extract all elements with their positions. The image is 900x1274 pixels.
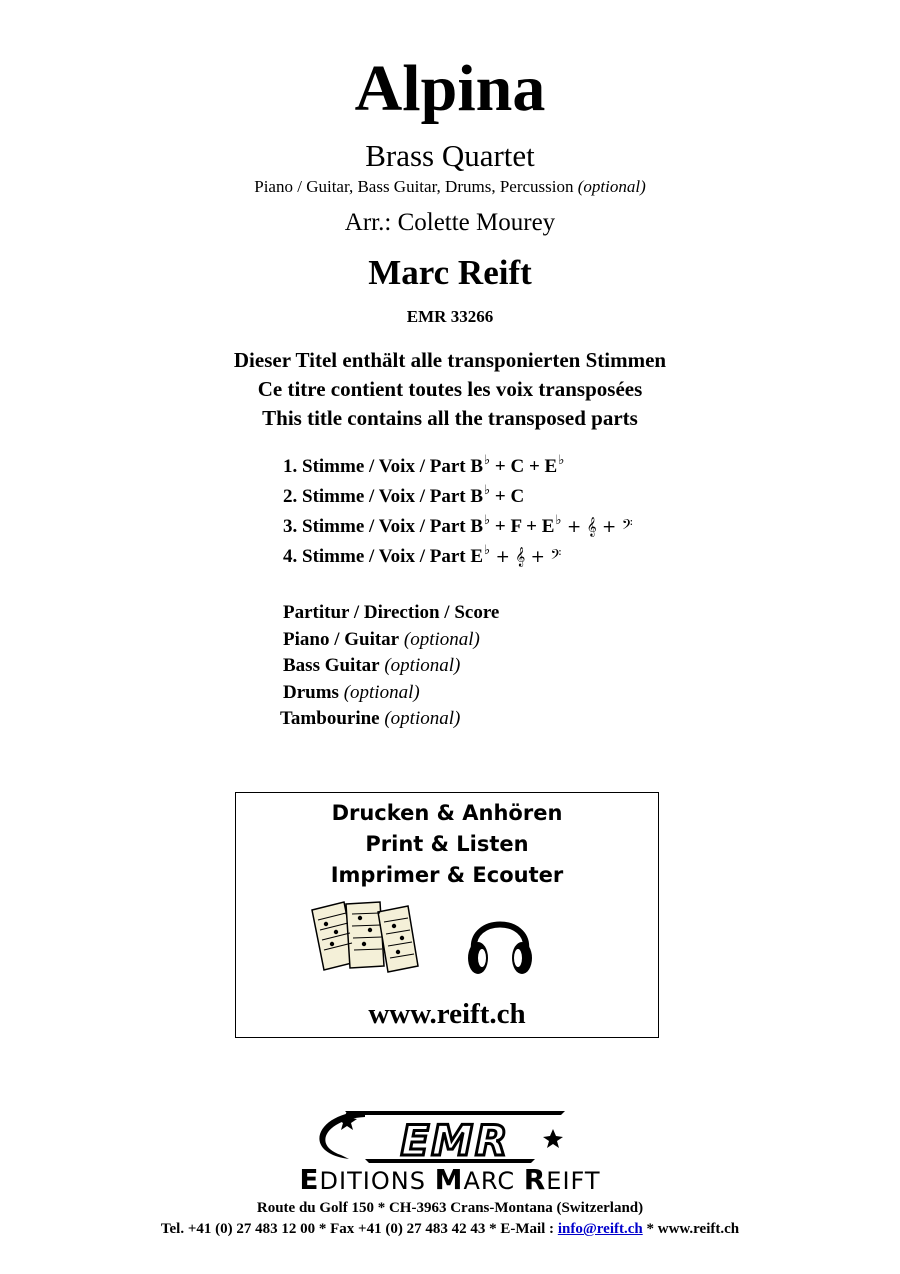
box-line-de: Drucken & Anhören [331, 801, 563, 825]
composer: Marc Reift [368, 253, 532, 292]
clef-icons: + 𝄞 + 𝄢 [561, 517, 633, 537]
part-1 [283, 452, 633, 482]
contact-phone-fax: Tel. +41 (0) 27 483 12 00 * Fax +41 (0) 27 483 42 43 * E-Mail : [160, 1221, 558, 1237]
emr-logo [305, 1107, 595, 1167]
extra-score [283, 600, 499, 627]
website-link[interactable]: www.reift.ch [368, 998, 526, 1030]
extra-piano-guitar [283, 627, 499, 654]
flat-icon: ♭ [484, 453, 491, 468]
box-line-fr: Imprimer & Ecouter [330, 863, 564, 887]
part-keys: + C + E [490, 456, 558, 477]
instrumentation-main: Piano / Guitar, Bass Guitar, Drums, Percussion [254, 177, 574, 196]
extra-note: (optional) [403, 628, 480, 650]
arranger: Arr.: Colette Mourey [344, 209, 556, 236]
sheet-music-icon [308, 900, 420, 980]
part-label: 1. Stimme / Voix / Part B [283, 456, 484, 477]
publisher-address: Route du Golf 150 * CH-3963 Crans-Montana (Switzerland) [256, 1200, 644, 1216]
part-keys: + C [490, 486, 525, 507]
extra-name: Tambourine [280, 708, 380, 729]
extra-parts-list [280, 600, 500, 733]
initial-r: R [523, 1163, 547, 1196]
publisher-contact [0, 1220, 900, 1238]
print-listen-box[interactable] [235, 792, 659, 1038]
extra-tambourine [280, 706, 499, 733]
catalog-number: EMR 33266 [406, 307, 494, 326]
subtitle: Brass Quartet [365, 138, 535, 173]
part-label: 2. Stimme / Voix / Part B [283, 486, 484, 507]
instrumentation-note: (optional) [577, 177, 646, 196]
name-part: DITIONS [319, 1167, 435, 1195]
extra-name: Drums [283, 681, 339, 703]
extra-bass-guitar [283, 653, 499, 680]
part-2 [283, 482, 633, 512]
extra-name: Piano / Guitar [283, 628, 400, 650]
notice-de: Dieser Titel enthält alle transponierten Stimmen [233, 348, 667, 372]
part-3 [283, 512, 633, 542]
parts-list [283, 452, 633, 572]
flat-icon: ♭ [484, 483, 491, 498]
publisher-name [0, 1163, 900, 1196]
email-link[interactable]: info@reift.ch [557, 1221, 643, 1237]
clef-icons: + 𝄞 + 𝄢 [490, 547, 562, 567]
extra-name: Bass Guitar [283, 655, 380, 676]
initial-m: M [434, 1163, 464, 1196]
instrumentation [0, 176, 900, 198]
document-title: Alpina [354, 52, 546, 125]
part-keys: + F + E [490, 516, 555, 537]
headphones-icon [464, 902, 536, 982]
transposed-notice [0, 346, 900, 433]
part-label: 3. Stimme / Voix / Part B [283, 516, 484, 537]
extra-drums [283, 680, 499, 707]
contact-website: * www.reift.ch [642, 1221, 740, 1237]
extra-note: (optional) [384, 708, 461, 729]
flat-icon: ♭ [484, 513, 491, 528]
flat-icon: ♭ [555, 513, 562, 528]
logo-text: EMR [400, 1116, 510, 1165]
initial-e: E [299, 1163, 320, 1196]
extra-note: (optional) [343, 681, 420, 703]
flat-icon: ♭ [558, 453, 565, 468]
part-4 [283, 542, 633, 572]
notice-fr: Ce titre contient toutes les voix transposées [257, 377, 643, 401]
extra-name: Partitur / Direction / Score [283, 602, 500, 623]
part-label: 4. Stimme / Voix / Part E [283, 546, 484, 567]
extra-note: (optional) [384, 655, 461, 676]
flat-icon: ♭ [484, 543, 491, 558]
notice-en: This title contains all the transposed parts [262, 406, 638, 430]
name-part: EIFT [546, 1167, 601, 1195]
box-line-en: Print & Listen [365, 832, 529, 856]
name-part: ARC [463, 1167, 524, 1195]
